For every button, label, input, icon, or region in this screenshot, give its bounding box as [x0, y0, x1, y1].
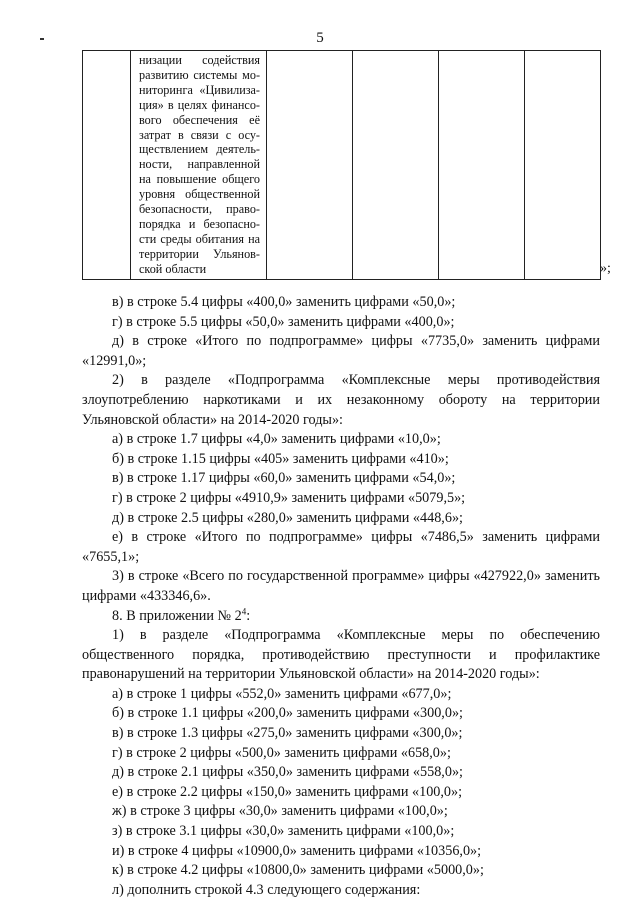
- paragraph: з) в строке 3.1 цифры «30,0» заменить цифрами «100,0»;: [112, 823, 455, 840]
- paragraph: е) в строке «Итого по подпрограмме» цифры «7486,5» заменить цифрами «7655,1»;: [82, 529, 600, 565]
- paragraph: в) в строке 1.17 цифры «60,0» заменить цифрами «54,0»;: [112, 470, 456, 487]
- table-cell-empty: [525, 51, 601, 280]
- amendments-text: [82, 293, 600, 900]
- paragraph: д) в строке «Итого по подпрограмме» цифры «7735,0» заменить цифрами «12991,0»;: [82, 333, 600, 369]
- cell-line: порядка и безопасно-: [139, 216, 260, 231]
- cell-line: затрат в связи с осу-: [139, 127, 260, 142]
- paragraph: д) в строке 2.5 цифры «280,0» заменить цифрами «448,6»;: [112, 509, 463, 526]
- table-cell-empty: [353, 51, 439, 280]
- cell-line: уровня общественной: [139, 187, 260, 202]
- table-cell-number: [83, 51, 131, 280]
- cell-line: территории Ульянов-: [139, 246, 260, 261]
- appendix-superscript: 4: [241, 605, 247, 616]
- paragraph: 1) в разделе «Подпрограмма «Комплексные меры по обеспечению общественного порядка, противодействию преступности и профилактике правонарушений на территории Ульяновской области» на 2014-2020 годы»:: [82, 627, 600, 683]
- paragraph: г) в строке 5.5 цифры «50,0» заменить цифрами «400,0»;: [112, 313, 455, 330]
- cell-text: [131, 51, 266, 277]
- paragraph: б) в строке 1.1 цифры «200,0» заменить цифрами «300,0»;: [112, 705, 463, 722]
- paragraph: 3) в строке «Всего по государственной программе» цифры «427922,0» заменить цифрами «433346,6».: [82, 568, 600, 604]
- table-cell-empty: [267, 51, 353, 280]
- appendix-heading: [82, 607, 600, 627]
- paragraph: г) в строке 2 цифры «500,0» заменить цифрами «658,0»;: [112, 744, 451, 761]
- cell-line: развитию системы мо-: [139, 67, 260, 82]
- paragraph: ж) в строке 3 цифры «30,0» заменить цифрами «100,0»;: [112, 803, 448, 820]
- cell-line: ниторинга «Цивилиза-: [139, 82, 260, 97]
- appendix-heading-suffix: :: [246, 607, 251, 624]
- cell-line: вого обеспечения её: [139, 112, 260, 127]
- paragraph: к) в строке 4.2 цифры «10800,0» заменить цифрами «5000,0»;: [112, 862, 484, 879]
- paragraph: е) в строке 2.2 цифры «150,0» заменить цифрами «100,0»;: [112, 783, 463, 800]
- paragraph: л) дополнить строкой 4.3 следующего содержания:: [112, 881, 421, 898]
- cell-line: ской области: [139, 261, 207, 276]
- paragraph: а) в строке 1.7 цифры «4,0» заменить цифрами «10,0»;: [112, 431, 441, 448]
- paragraph: г) в строке 2 цифры «4910,9» заменить цифрами «5079,5»;: [112, 489, 466, 506]
- cell-line: безопасности, право-: [139, 202, 260, 217]
- paragraph: и) в строке 4 цифры «10900,0» заменить цифрами «10356,0»;: [112, 842, 482, 859]
- cell-line: сти среды обитания на: [139, 231, 260, 246]
- paragraph: в) в строке 1.3 цифры «275,0» заменить цифрами «300,0»;: [112, 725, 463, 742]
- cell-line: на повышение общего: [139, 172, 260, 187]
- continuation-table: [82, 50, 601, 280]
- table-cell-empty: [439, 51, 525, 280]
- appendix-heading-text: 8. В приложении № 2: [112, 607, 242, 624]
- paragraph: д) в строке 2.1 цифры «350,0» заменить цифрами «558,0»;: [112, 764, 463, 781]
- cell-line: низации содействия: [139, 53, 260, 67]
- cell-line: ществлением деятель-: [139, 142, 260, 157]
- paragraph: 2) в разделе «Подпрограмма «Комплексные меры противодействия злоупотреблению наркотиками и их незаконному обороту на территории Ульяновской области» на 2014-2020 годы»:: [82, 372, 600, 428]
- paragraph: б) в строке 1.15 цифры «405» заменить цифрами «410»;: [112, 450, 449, 467]
- table-cell-description: [131, 51, 267, 280]
- paragraph: а) в строке 1 цифры «552,0» заменить цифрами «677,0»;: [112, 685, 452, 702]
- cell-line: ности, направленной: [139, 157, 260, 172]
- scan-speck: [40, 38, 44, 40]
- closing-quote: »;: [600, 261, 611, 276]
- cell-line: ция» в целях финансо-: [139, 97, 260, 112]
- page-number: 5: [316, 30, 324, 46]
- paragraph: в) в строке 5.4 цифры «400,0» заменить цифрами «50,0»;: [112, 294, 456, 310]
